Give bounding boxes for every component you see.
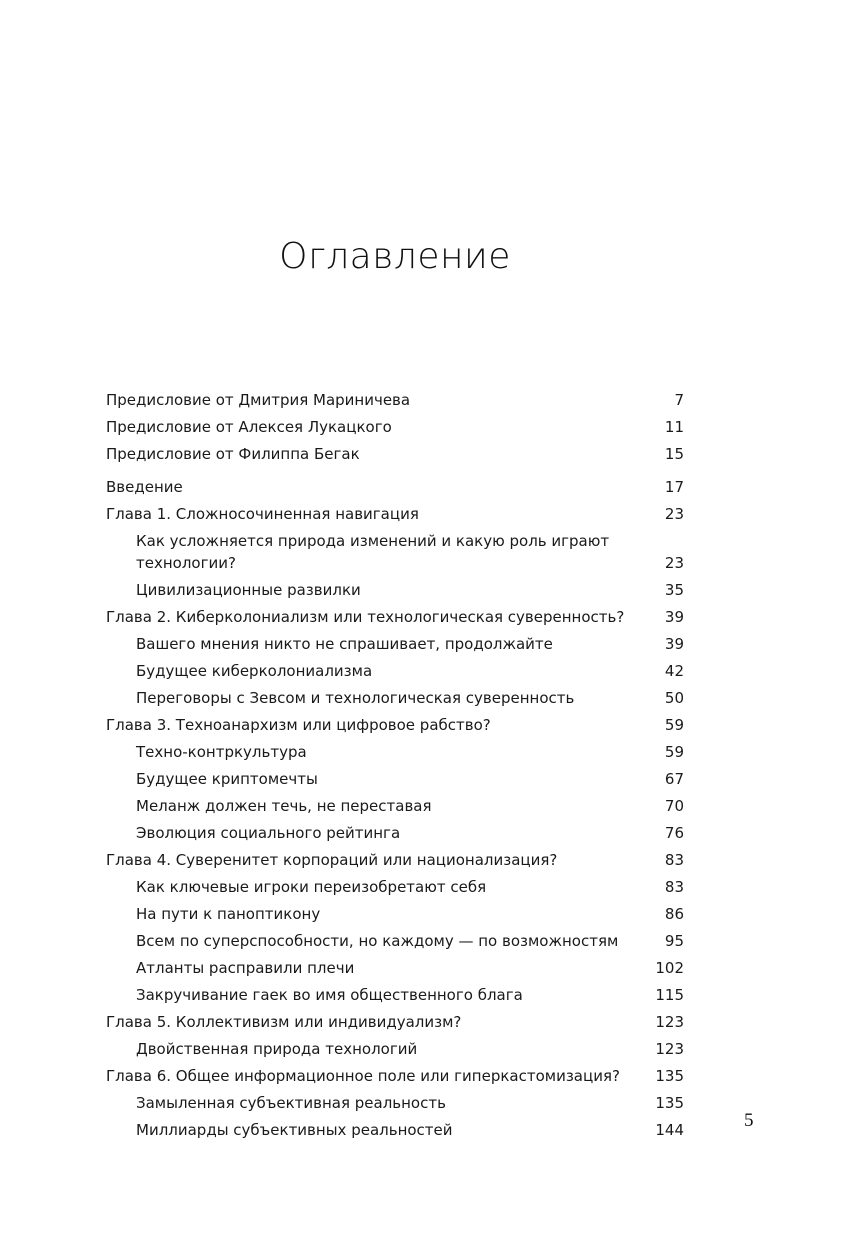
toc-section[interactable] xyxy=(106,903,684,930)
toc-section-label: Как ключевые игроки переизобретают себя xyxy=(136,878,487,896)
toc-section-label: Всем по суперспособности, но каждому — по возможностям xyxy=(136,932,619,950)
toc-entry-page: 135 xyxy=(655,1094,684,1112)
toc-section-label: На пути к паноптикону xyxy=(136,905,321,923)
toc-entry-label: Предисловие от Филиппа Бегак xyxy=(106,445,360,463)
toc-section-label: Миллиарды субъективных реальностей xyxy=(136,1121,453,1139)
toc-entry-label: Предисловие от Дмитрия Мариничева xyxy=(106,391,411,409)
toc-entry-page: 67 xyxy=(664,770,684,788)
toc-entry-page: 17 xyxy=(664,478,684,496)
toc-section-label: Двойственная природа технологий xyxy=(136,1040,418,1058)
toc-section[interactable] xyxy=(106,579,684,606)
toc-section[interactable] xyxy=(106,984,684,1011)
toc-chapter-label: Глава 5. Коллективизм или индивидуализм? xyxy=(106,1013,462,1031)
toc-chapter[interactable] xyxy=(106,503,684,530)
toc-section-label: Меланж должен течь, не переставая xyxy=(136,797,432,815)
toc-entry-page: 7 xyxy=(674,391,684,409)
toc-section[interactable] xyxy=(106,1038,684,1065)
toc-chapter[interactable] xyxy=(106,849,684,876)
toc-section[interactable] xyxy=(106,1119,684,1146)
toc-chapter-label: Глава 3. Техноанархизм или цифровое рабство? xyxy=(106,716,491,734)
toc-entry[interactable] xyxy=(106,416,684,443)
page-title: Оглавление xyxy=(279,236,511,277)
toc-entry[interactable] xyxy=(106,476,684,503)
toc-entry-page: 83 xyxy=(664,878,684,896)
toc-entry-page: 11 xyxy=(664,418,684,436)
toc-chapter-label: Глава 6. Общее информационное поле или гиперкастомизация? xyxy=(106,1067,620,1085)
toc-section-label: Будущее криптомечты xyxy=(136,770,318,788)
toc-chapter[interactable] xyxy=(106,1065,684,1092)
toc-entry-page: 76 xyxy=(664,824,684,842)
toc-entry-page: 39 xyxy=(664,635,684,653)
toc-section-label: Переговоры с Зевсом и технологическая суверенность xyxy=(136,689,575,707)
toc-chapter[interactable] xyxy=(106,714,684,741)
toc-chapter-label: Глава 4. Суверенитет корпораций или национализация? xyxy=(106,851,558,869)
toc-entry-page: 95 xyxy=(664,932,684,950)
toc-entry-page: 15 xyxy=(664,445,684,463)
toc-section-label: Атланты расправили плечи xyxy=(136,959,355,977)
toc-chapter[interactable] xyxy=(106,606,684,633)
toc-section[interactable] xyxy=(106,633,684,660)
toc-entry-page: 23 xyxy=(664,554,684,572)
toc-section[interactable] xyxy=(106,741,684,768)
toc-entry[interactable] xyxy=(106,389,684,416)
toc-section-label: Как усложняется природа изменений и какую роль играют технологии? xyxy=(136,532,610,572)
toc-section[interactable] xyxy=(106,768,684,795)
toc-entry[interactable] xyxy=(106,443,684,470)
toc-section[interactable] xyxy=(106,957,684,984)
toc-entry-page: 70 xyxy=(664,797,684,815)
toc-section-label: Замыленная субъективная реальность xyxy=(136,1094,446,1112)
toc-section[interactable] xyxy=(106,876,684,903)
toc-entry-page: 59 xyxy=(664,716,684,734)
toc-entry-page: 86 xyxy=(664,905,684,923)
page-number: 5 xyxy=(744,1110,754,1131)
toc-entry-page: 59 xyxy=(664,743,684,761)
toc-entry-page: 115 xyxy=(655,986,684,1004)
toc-chapter[interactable] xyxy=(106,1011,684,1038)
toc-entry-page: 42 xyxy=(664,662,684,680)
toc-chapter-label: Глава 1. Сложносочиненная навигация xyxy=(106,505,419,523)
toc-chapter-label: Глава 2. Киберколониализм или технологическая суверенность? xyxy=(106,608,625,626)
toc-section-label: Техно-контркультура xyxy=(136,743,307,761)
table-of-contents xyxy=(106,389,684,1146)
toc-entry-page: 144 xyxy=(655,1121,684,1139)
toc-entry-page: 35 xyxy=(664,581,684,599)
toc-entry-page: 123 xyxy=(655,1013,684,1031)
toc-entry-page: 50 xyxy=(664,689,684,707)
toc-section-label: Вашего мнения никто не спрашивает, продолжайте xyxy=(136,635,553,653)
toc-section[interactable] xyxy=(106,930,684,957)
toc-section[interactable] xyxy=(106,687,684,714)
toc-section-label: Будущее киберколониализма xyxy=(136,662,373,680)
toc-entry-page: 135 xyxy=(655,1067,684,1085)
toc-entry-label: Введение xyxy=(106,478,183,496)
toc-section-label: Закручивание гаек во имя общественного блага xyxy=(136,986,523,1004)
toc-section[interactable] xyxy=(106,530,684,579)
toc-section[interactable] xyxy=(106,1092,684,1119)
toc-section[interactable] xyxy=(106,660,684,687)
toc-entry-page: 83 xyxy=(664,851,684,869)
toc-section[interactable] xyxy=(106,795,684,822)
toc-section-label: Эволюция социального рейтинга xyxy=(136,824,401,842)
toc-entry-page: 102 xyxy=(655,959,684,977)
toc-section[interactable] xyxy=(106,822,684,849)
toc-section-label: Цивилизационные развилки xyxy=(136,581,361,599)
toc-entry-page: 123 xyxy=(655,1040,684,1058)
toc-entry-label: Предисловие от Алексея Лукацкого xyxy=(106,418,392,436)
toc-entry-page: 39 xyxy=(664,608,684,626)
toc-entry-page: 23 xyxy=(664,505,684,523)
